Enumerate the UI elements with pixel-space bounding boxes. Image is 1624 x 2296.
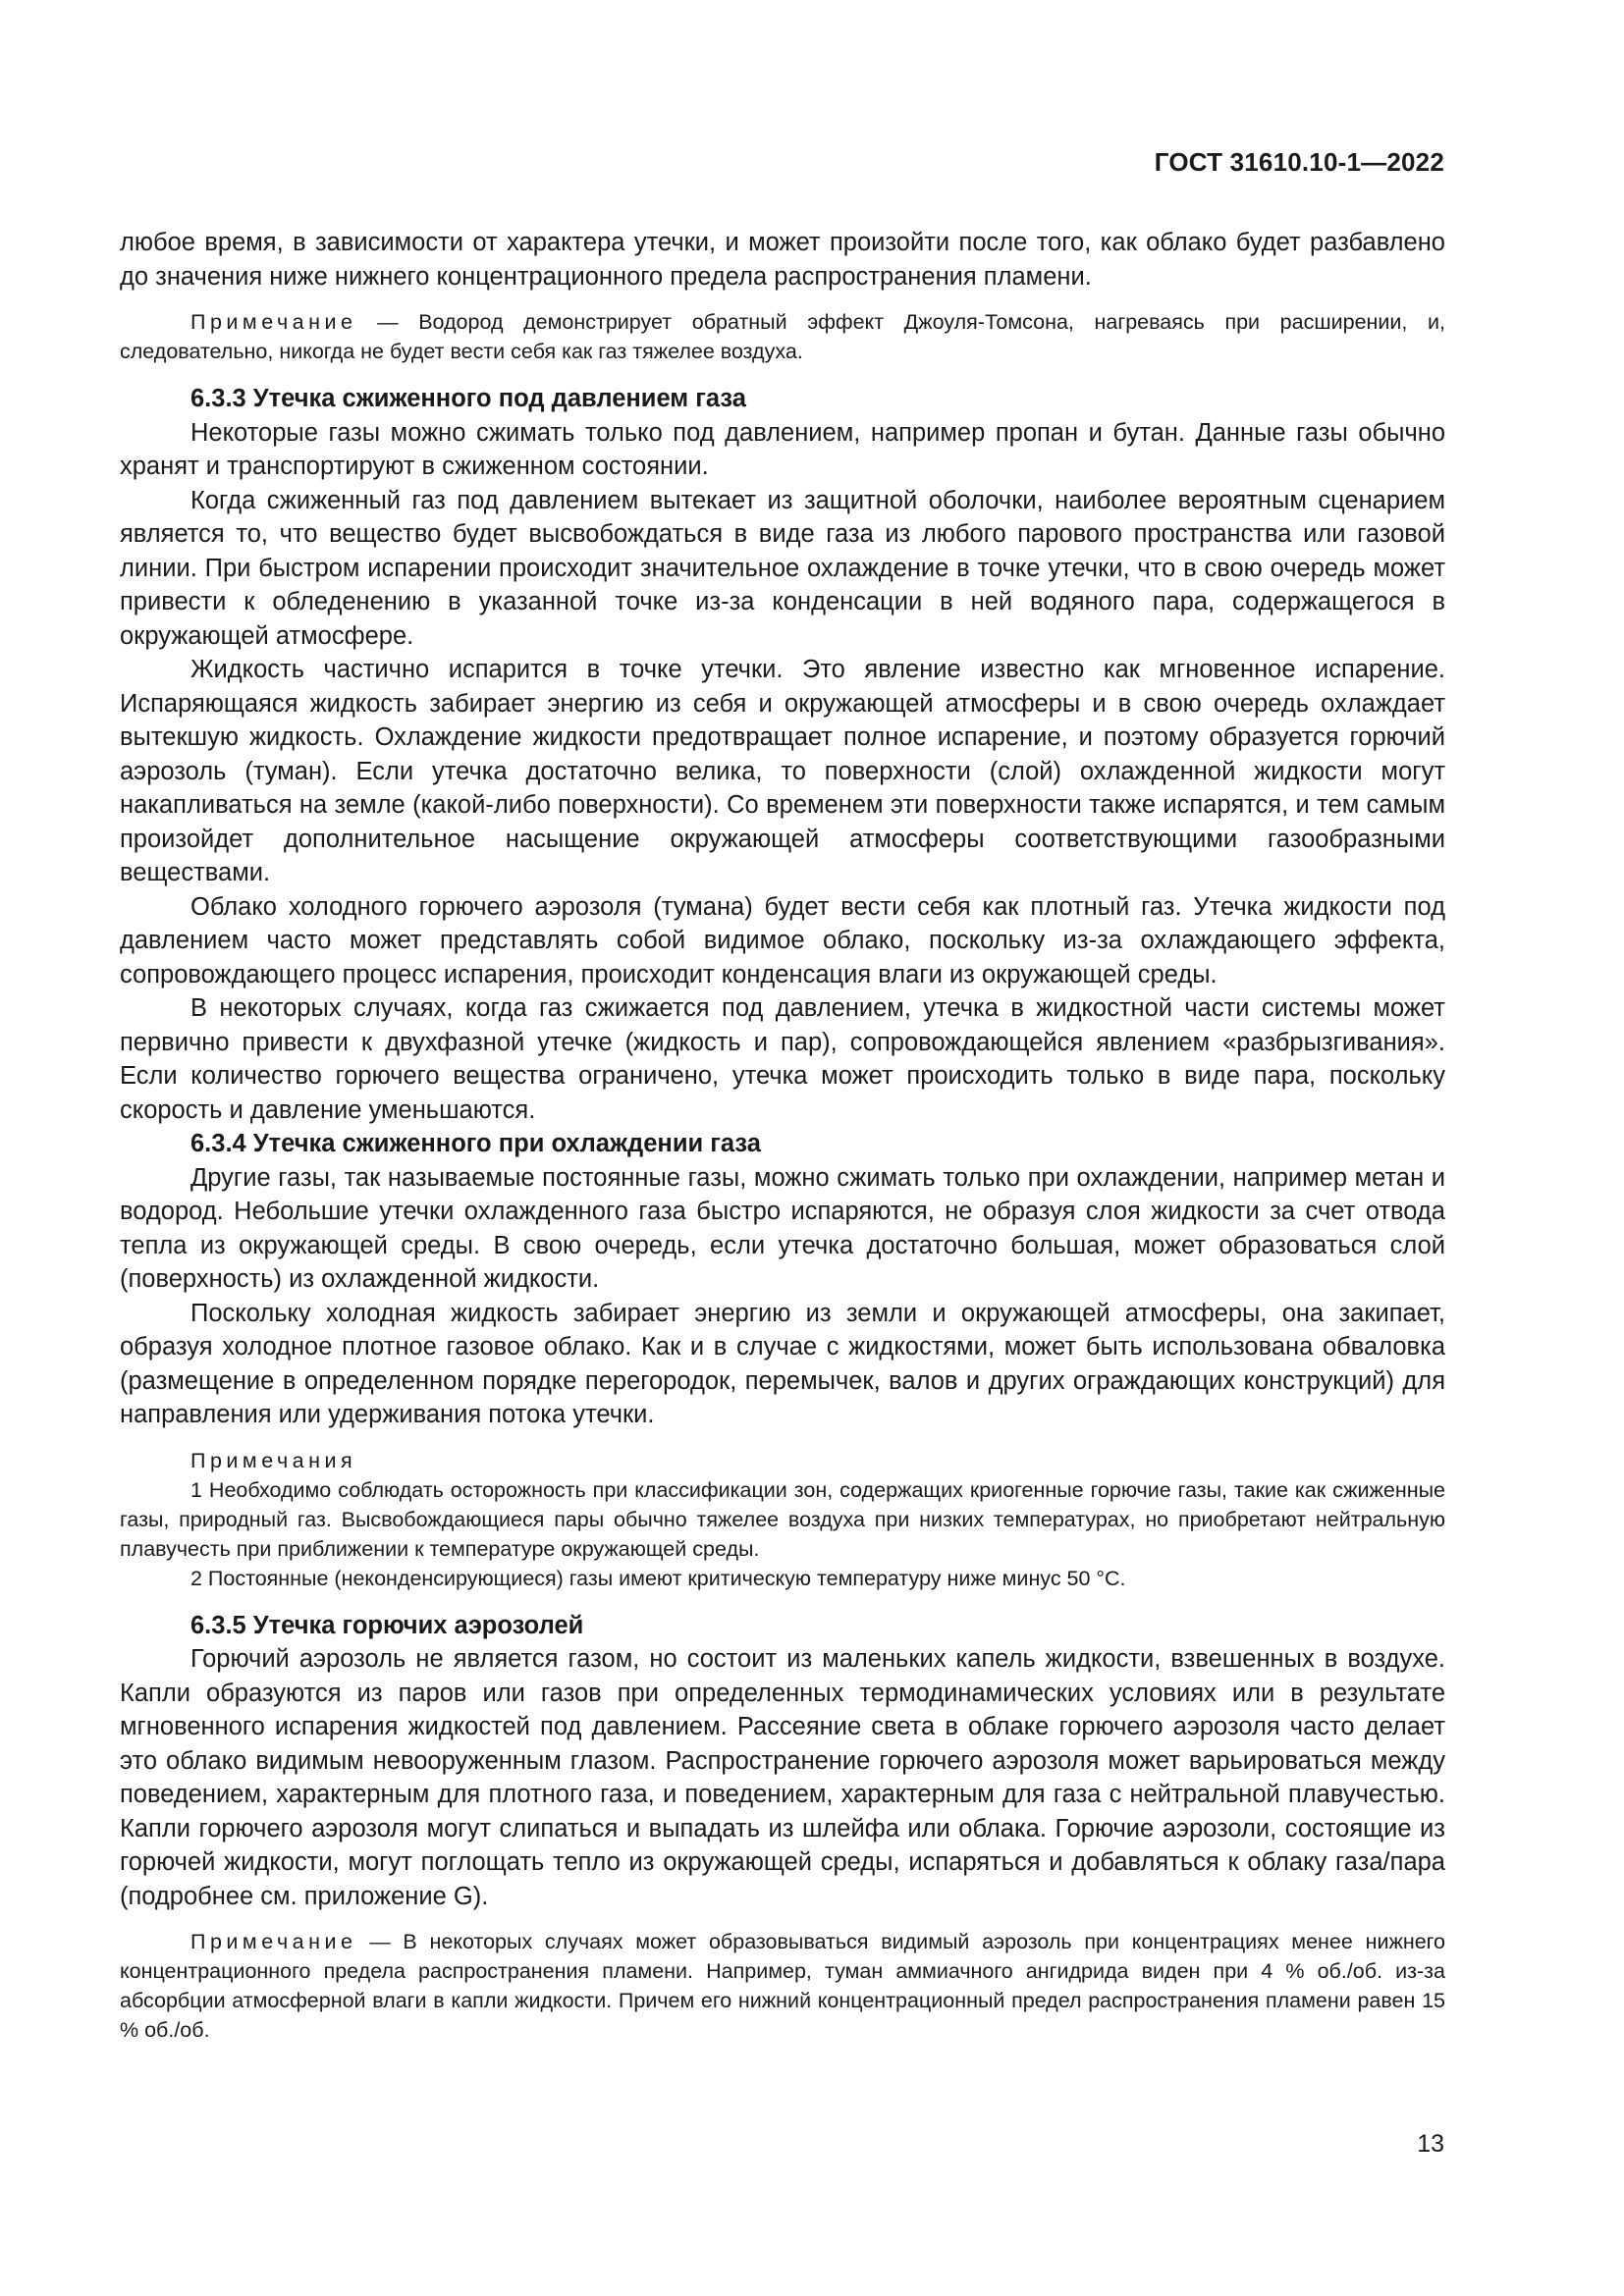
paragraph-6-3-3-4: Облако холодного горючего аэрозоля (тумана) будет вести себя как плотный газ. Утечка жидкости под давлением часто может представлять собой видимое облако, поскольку из-за охлаждающего эффекта, сопровождающего процесс испарения, происходит конденсация влаги из окружающей среды. xyxy=(120,892,1445,988)
note-label: Примечание xyxy=(190,1930,357,1953)
section-heading-6-3-5: 6.3.5 Утечка горючих аэрозолей xyxy=(190,1611,584,1639)
document-body xyxy=(120,226,1445,2045)
paragraph-6-3-4-2: Поскольку холодная жидкость забирает энергию из земли и окружающей атмосферы, она закипает, образуя холодное плотное газовое облако. Как и в случае с жидкостями, может быть использована обваловка (размещение в определенном порядке перегородок, перемычек, валов и других ограждающих конструкций) для направления или удерживания потока утечки. xyxy=(120,1299,1445,1428)
section-heading-6-3-3: 6.3.3 Утечка сжиженного под давлением газа xyxy=(190,385,746,412)
note-item-1: 1 Необходимо соблюдать осторожность при классификации зон, содержащих криогенные горючие газы, такие как сжиженные газы, природный газ. Высвобождающиеся пары обычно тяжелее воздуха при низких температурах, но приобретают нейтральную плавучесть при приближении к температуре окружающей среды. xyxy=(120,1477,1445,1561)
note-label: Примечание xyxy=(190,310,357,334)
document-header: ГОСТ 31610.10-1—2022 xyxy=(1154,147,1444,177)
paragraph-6-3-5-1: Горючий аэрозоль не является газом, но состоит из маленьких капель жидкости, взвешенных в воздухе. Капли образуются из паров или газов при определенных термодинамических условиях или в результате мгновенного испарения жидкостей под давлением. Рассеяние света в облаке горючего аэрозоля часто делает это облако видимым невооруженным глазом. Распространение горючего аэрозоля может варьироваться между поведением, характерным для плотного газа, и поведением, характерным для газа с нейтральной плавучестью. Капли горючего аэрозоля могут слипаться и выпадать из шлейфа или облака. Горючие аэрозоли, состоящие из горючей жидкости, могут поглощать тепло из окружающей среды, испаряться и добавляться к облаку газа/пара (подробнее см. приложение G). xyxy=(120,1645,1445,1910)
note-aerosol xyxy=(120,1927,1445,2045)
notes-label: Примечания xyxy=(190,1448,357,1472)
section-heading-6-3-4: 6.3.4 Утечка сжиженного при охлаждении газа xyxy=(190,1130,761,1157)
note-hydrogen xyxy=(120,307,1445,366)
paragraph-6-3-3-5: В некоторых случаях, когда газ сжижается под давлением, утечка в жидкостной части системы может первично привести к двухфазной утечке (жидкость и пар), сопровождающейся явлением «разбрызгивания». Если количество горючего вещества ограничено, утечка может происходить только в виде пара, поскольку скорость и давление уменьшаются. xyxy=(120,994,1445,1124)
paragraph-6-3-3-2: Когда сжиженный газ под давлением вытекает из защитной оболочки, наиболее вероятным сценарием является то, что вещество будет высвобождаться в виде газа из любого парового пространства или газовой линии. При быстром испарении происходит значительное охлаждение в точке утечки, что в свою очередь может привести к обледенению в указанной точке из-за конденсации в ней водяного пара, содержащегося в окружающей атмосфере. xyxy=(120,486,1445,650)
paragraph-6-3-3-3: Жидкость частично испарится в точке утечки. Это явление известно как мгновенное испарение. Испаряющаяся жидкость забирает энергию из себя и окружающей атмосферы и в свою очередь охлаждает вытекшую жидкость. Охлаждение жидкости предотвращает полное испарение, и поэтому образуется горючий аэрозоль (туман). Если утечка достаточно велика, то поверхности (слой) охлажденной жидкости могут накапливаться на земле (какой-либо поверхности). Со временем эти поверхности также испарятся, и тем самым произойдет дополнительное насыщение окружающей атмосферы соответствующими газообразными веществами. xyxy=(120,656,1445,886)
note-item-2: 2 Постоянные (неконденсирующиеся) газы имеют критическую температуру ниже минус 50 °С. xyxy=(190,1566,1126,1590)
paragraph-6-3-3-1: Некоторые газы можно сжимать только под давлением, например пропан и бутан. Данные газы обычно хранят и транспортируют в сжиженном состоянии. xyxy=(120,418,1445,480)
paragraph-6-3-4-1: Другие газы, так называемые постоянные газы, можно сжимать только при охлаждении, например метан и водород. Небольшие утечки охлажденного газа быстро испаряются, не образуя слоя жидкости за счет отвода тепла из окружающей среды. В свою очередь, если утечка достаточно большая, может образоваться слой (поверхность) из охлажденной жидкости. xyxy=(120,1163,1445,1293)
paragraph-intro: любое время, в зависимости от характера утечки, и может произойти после того, как облако будет разбавлено до значения ниже нижнего концентрационного предела распространения пламени. xyxy=(120,229,1445,291)
page-number: 13 xyxy=(1417,2130,1444,2158)
notes-heading xyxy=(120,1446,1445,1475)
note-text: — В некоторых случаях может образовываться видимый аэрозоль при концентрациях менее нижнего концентрационного предела распространения пламени. Например, туман аммиачного ангидрида виден при 4 % об./об. из-за абсорбции атмосферной влаги в капли жидкости. Причем его нижний концентрационный предел распространения пламени равен 15 % об./об. xyxy=(120,1930,1445,2042)
note-text: — Водород демонстрирует обратный эффект Джоуля-Томсона, нагреваясь при расширении, и, следовательно, никогда не будет вести себя как газ тяжелее воздуха. xyxy=(120,310,1445,363)
